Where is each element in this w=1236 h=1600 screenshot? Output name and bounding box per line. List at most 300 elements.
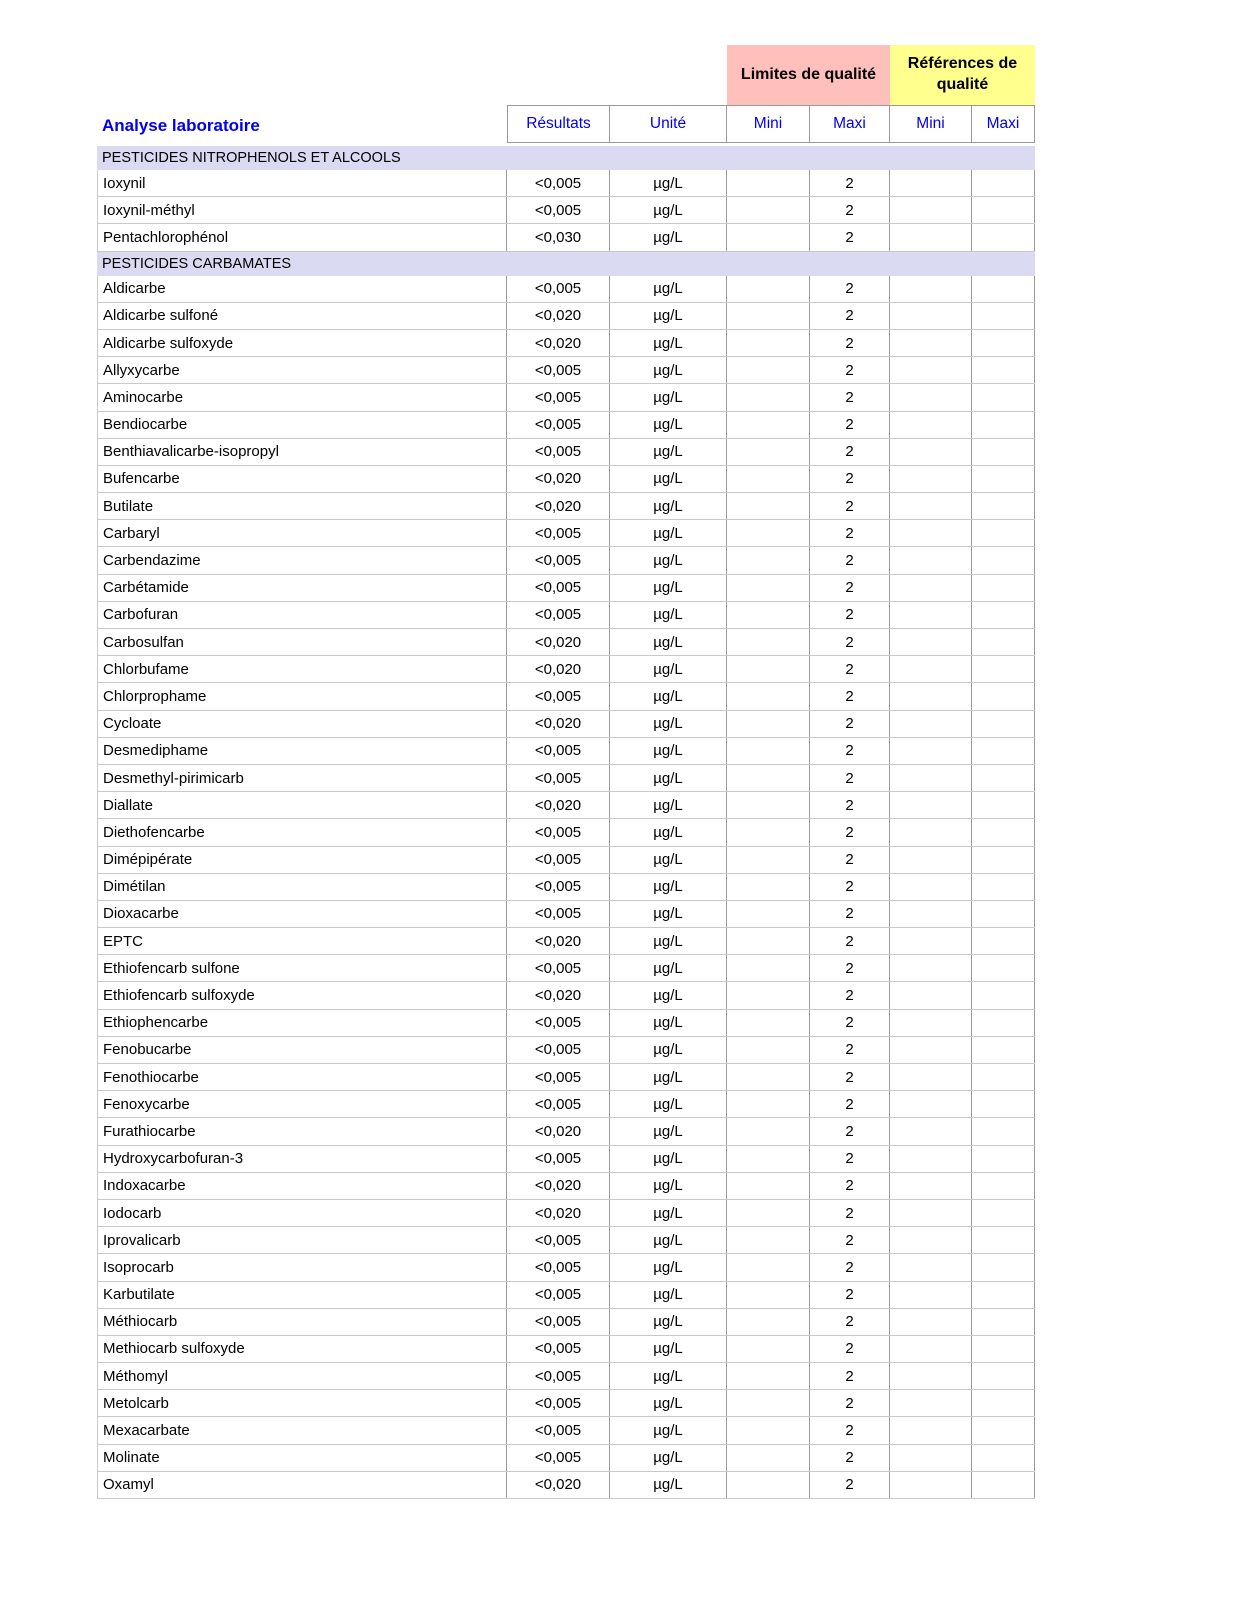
analyte-name: Carbétamide bbox=[97, 575, 507, 601]
unit-value: µg/L bbox=[610, 1445, 727, 1471]
ref-mini-value bbox=[890, 1363, 972, 1389]
limit-mini-value bbox=[727, 1200, 810, 1226]
analyte-name: EPTC bbox=[97, 928, 507, 954]
result-value: <0,020 bbox=[507, 330, 610, 356]
unit-value: µg/L bbox=[610, 711, 727, 737]
unit-value: µg/L bbox=[610, 1227, 727, 1253]
analyte-name: Methiocarb sulfoxyde bbox=[97, 1336, 507, 1362]
result-value: <0,005 bbox=[507, 1064, 610, 1090]
analyte-name: Cycloate bbox=[97, 711, 507, 737]
ref-mini-value bbox=[890, 1146, 972, 1172]
analyte-name: Isoprocarb bbox=[97, 1254, 507, 1280]
unit-value: µg/L bbox=[610, 1200, 727, 1226]
result-value: <0,005 bbox=[507, 520, 610, 546]
unit-value: µg/L bbox=[610, 1091, 727, 1117]
analyte-name: Molinate bbox=[97, 1445, 507, 1471]
unit-value: µg/L bbox=[610, 928, 727, 954]
result-value: <0,005 bbox=[507, 439, 610, 465]
ref-mini-value bbox=[890, 1472, 972, 1498]
limit-maxi-value: 2 bbox=[810, 629, 890, 655]
analyte-name: Benthiavalicarbe-isopropyl bbox=[97, 439, 507, 465]
unit-value: µg/L bbox=[610, 357, 727, 383]
quality-group-banner bbox=[97, 45, 1035, 105]
unit-value: µg/L bbox=[610, 1336, 727, 1362]
limit-mini-value bbox=[727, 1445, 810, 1471]
limit-maxi-value: 2 bbox=[810, 1091, 890, 1117]
limit-maxi-value: 2 bbox=[810, 412, 890, 438]
result-value: <0,005 bbox=[507, 1417, 610, 1443]
ref-maxi-value bbox=[972, 330, 1035, 356]
limit-mini-value bbox=[727, 847, 810, 873]
ref-maxi-value bbox=[972, 982, 1035, 1008]
result-value: <0,005 bbox=[507, 1146, 610, 1172]
table-row bbox=[97, 1472, 1035, 1499]
analyte-name: Allyxycarbe bbox=[97, 357, 507, 383]
limit-mini-value bbox=[727, 1146, 810, 1172]
analyte-name: Dioxacarbe bbox=[97, 901, 507, 927]
ref-maxi-value bbox=[972, 547, 1035, 573]
table-row bbox=[97, 357, 1035, 384]
unit-value: µg/L bbox=[610, 170, 727, 196]
ref-maxi-value bbox=[972, 439, 1035, 465]
result-value: <0,005 bbox=[507, 602, 610, 628]
limit-maxi-value: 2 bbox=[810, 276, 890, 302]
limit-mini-value bbox=[727, 738, 810, 764]
unit-value: µg/L bbox=[610, 874, 727, 900]
limit-mini-value bbox=[727, 1037, 810, 1063]
result-value: <0,005 bbox=[507, 819, 610, 845]
unit-value: µg/L bbox=[610, 1363, 727, 1389]
analyte-name: Dimépipérate bbox=[97, 847, 507, 873]
limit-mini-value bbox=[727, 819, 810, 845]
ref-mini-value bbox=[890, 1254, 972, 1280]
analyte-name: Aminocarbe bbox=[97, 384, 507, 410]
ref-mini-value bbox=[890, 1445, 972, 1471]
references-de-qualite-header: Références de qualité bbox=[890, 45, 1035, 105]
ref-maxi-value bbox=[972, 276, 1035, 302]
ref-maxi-value bbox=[972, 738, 1035, 764]
limit-mini-value bbox=[727, 928, 810, 954]
table-row bbox=[97, 901, 1035, 928]
limit-mini-value bbox=[727, 629, 810, 655]
ref-mini-value bbox=[890, 683, 972, 709]
limit-maxi-value: 2 bbox=[810, 738, 890, 764]
table-row bbox=[97, 1118, 1035, 1145]
ref-maxi-value bbox=[972, 493, 1035, 519]
table-row bbox=[97, 1227, 1035, 1254]
ref-mini-value bbox=[890, 1091, 972, 1117]
table-row bbox=[97, 955, 1035, 982]
unit-value: µg/L bbox=[610, 439, 727, 465]
ref-maxi-value bbox=[972, 1064, 1035, 1090]
table-row bbox=[97, 1417, 1035, 1444]
table-row bbox=[97, 1336, 1035, 1363]
limit-maxi-value: 2 bbox=[810, 1417, 890, 1443]
analyte-name: Desmediphame bbox=[97, 738, 507, 764]
limit-mini-value bbox=[727, 1363, 810, 1389]
result-value: <0,005 bbox=[507, 683, 610, 709]
table-row bbox=[97, 847, 1035, 874]
analyte-name: Ethiofencarb sulfone bbox=[97, 955, 507, 981]
unit-value: µg/L bbox=[610, 847, 727, 873]
analyte-name: Chlorprophame bbox=[97, 683, 507, 709]
table-row bbox=[97, 1173, 1035, 1200]
table-row bbox=[97, 874, 1035, 901]
limit-mini-value bbox=[727, 874, 810, 900]
ref-mini-value bbox=[890, 1200, 972, 1226]
ref-maxi-value bbox=[972, 1336, 1035, 1362]
result-value: <0,020 bbox=[507, 656, 610, 682]
analyte-name: Fenobucarbe bbox=[97, 1037, 507, 1063]
ref-mini-value bbox=[890, 493, 972, 519]
analyte-name: Iodocarb bbox=[97, 1200, 507, 1226]
table-row bbox=[97, 629, 1035, 656]
ref-mini-value bbox=[890, 982, 972, 1008]
analyte-name: Méthiocarb bbox=[97, 1309, 507, 1335]
ref-maxi-value bbox=[972, 1445, 1035, 1471]
result-value: <0,005 bbox=[507, 1010, 610, 1036]
analyte-name: Bufencarbe bbox=[97, 466, 507, 492]
ref-maxi-value bbox=[972, 928, 1035, 954]
limit-mini-value bbox=[727, 357, 810, 383]
table-row bbox=[97, 819, 1035, 846]
ref-maxi-value bbox=[972, 847, 1035, 873]
result-value: <0,005 bbox=[507, 1254, 610, 1280]
table-row bbox=[97, 1309, 1035, 1336]
limit-maxi-value: 2 bbox=[810, 1254, 890, 1280]
limit-maxi-value: 2 bbox=[810, 330, 890, 356]
limit-maxi-value: 2 bbox=[810, 466, 890, 492]
limit-mini-value bbox=[727, 1282, 810, 1308]
ref-mini-value bbox=[890, 656, 972, 682]
ref-mini-value bbox=[890, 1173, 972, 1199]
unit-value: µg/L bbox=[610, 384, 727, 410]
section-header bbox=[97, 146, 1035, 170]
analyte-name: Aldicarbe sulfoné bbox=[97, 303, 507, 329]
ref-maxi-value bbox=[972, 792, 1035, 818]
result-value: <0,005 bbox=[507, 1227, 610, 1253]
table-row bbox=[97, 493, 1035, 520]
limit-maxi-value: 2 bbox=[810, 547, 890, 573]
ref-maxi-value bbox=[972, 1010, 1035, 1036]
ref-maxi-value bbox=[972, 765, 1035, 791]
unit-value: µg/L bbox=[610, 901, 727, 927]
result-value: <0,020 bbox=[507, 1118, 610, 1144]
column-header-unit: Unité bbox=[610, 105, 727, 143]
section-title: PESTICIDES CARBAMATES bbox=[102, 255, 292, 272]
analyte-name: Indoxacarbe bbox=[97, 1173, 507, 1199]
table-row bbox=[97, 1363, 1035, 1390]
analyte-name: Oxamyl bbox=[97, 1472, 507, 1498]
ref-mini-value bbox=[890, 765, 972, 791]
analyte-name: Diallate bbox=[97, 792, 507, 818]
result-value: <0,005 bbox=[507, 1445, 610, 1471]
ref-mini-value bbox=[890, 819, 972, 845]
ref-mini-value bbox=[890, 901, 972, 927]
ref-mini-value bbox=[890, 1118, 972, 1144]
result-value: <0,005 bbox=[507, 1037, 610, 1063]
limit-mini-value bbox=[727, 547, 810, 573]
result-value: <0,005 bbox=[507, 1363, 610, 1389]
ref-mini-value bbox=[890, 170, 972, 196]
ref-mini-value bbox=[890, 303, 972, 329]
ref-maxi-value bbox=[972, 575, 1035, 601]
limit-maxi-value: 2 bbox=[810, 197, 890, 223]
table-row bbox=[97, 656, 1035, 683]
ref-mini-value bbox=[890, 1336, 972, 1362]
unit-value: µg/L bbox=[610, 1146, 727, 1172]
result-value: <0,005 bbox=[507, 170, 610, 196]
limit-maxi-value: 2 bbox=[810, 1472, 890, 1498]
limit-maxi-value: 2 bbox=[810, 1010, 890, 1036]
table-row bbox=[97, 738, 1035, 765]
limit-maxi-value: 2 bbox=[810, 819, 890, 845]
ref-maxi-value bbox=[972, 955, 1035, 981]
limit-maxi-value: 2 bbox=[810, 982, 890, 1008]
result-value: <0,020 bbox=[507, 1200, 610, 1226]
table-row bbox=[97, 1146, 1035, 1173]
column-header-ref-mini: Mini bbox=[890, 105, 972, 143]
ref-mini-value bbox=[890, 1417, 972, 1443]
ref-mini-value bbox=[890, 711, 972, 737]
table-row bbox=[97, 602, 1035, 629]
ref-mini-value bbox=[890, 629, 972, 655]
result-value: <0,020 bbox=[507, 493, 610, 519]
table-row bbox=[97, 575, 1035, 602]
unit-value: µg/L bbox=[610, 412, 727, 438]
analyte-name: Diethofencarbe bbox=[97, 819, 507, 845]
ref-maxi-value bbox=[972, 1363, 1035, 1389]
limit-maxi-value: 2 bbox=[810, 439, 890, 465]
limit-maxi-value: 2 bbox=[810, 656, 890, 682]
table-row bbox=[97, 384, 1035, 411]
limit-mini-value bbox=[727, 1118, 810, 1144]
ref-maxi-value bbox=[972, 874, 1035, 900]
limit-maxi-value: 2 bbox=[810, 1146, 890, 1172]
limit-maxi-value: 2 bbox=[810, 1445, 890, 1471]
table-row bbox=[97, 303, 1035, 330]
analysis-results-table bbox=[97, 45, 1035, 1499]
table-row bbox=[97, 711, 1035, 738]
result-value: <0,020 bbox=[507, 792, 610, 818]
analyte-name: Dimétilan bbox=[97, 874, 507, 900]
limit-maxi-value: 2 bbox=[810, 520, 890, 546]
result-value: <0,005 bbox=[507, 1282, 610, 1308]
ref-mini-value bbox=[890, 330, 972, 356]
limit-maxi-value: 2 bbox=[810, 170, 890, 196]
result-value: <0,020 bbox=[507, 1173, 610, 1199]
limit-mini-value bbox=[727, 1091, 810, 1117]
unit-value: µg/L bbox=[610, 1282, 727, 1308]
column-header-row bbox=[97, 105, 1035, 143]
limit-maxi-value: 2 bbox=[810, 357, 890, 383]
ref-maxi-value bbox=[972, 602, 1035, 628]
ref-maxi-value bbox=[972, 466, 1035, 492]
ref-mini-value bbox=[890, 602, 972, 628]
table-row bbox=[97, 1037, 1035, 1064]
ref-mini-value bbox=[890, 847, 972, 873]
limit-maxi-value: 2 bbox=[810, 874, 890, 900]
limit-mini-value bbox=[727, 1309, 810, 1335]
ref-maxi-value bbox=[972, 412, 1035, 438]
ref-mini-value bbox=[890, 466, 972, 492]
analyte-name: Carbofuran bbox=[97, 602, 507, 628]
result-value: <0,020 bbox=[507, 303, 610, 329]
table-body bbox=[97, 146, 1035, 1499]
analyte-name: Pentachlorophénol bbox=[97, 224, 507, 250]
result-value: <0,020 bbox=[507, 466, 610, 492]
ref-mini-value bbox=[890, 276, 972, 302]
table-row bbox=[97, 1200, 1035, 1227]
analyte-name: Ioxynil bbox=[97, 170, 507, 196]
unit-value: µg/L bbox=[610, 276, 727, 302]
limit-mini-value bbox=[727, 197, 810, 223]
table-row bbox=[97, 1254, 1035, 1281]
limit-mini-value bbox=[727, 303, 810, 329]
result-value: <0,005 bbox=[507, 901, 610, 927]
ref-mini-value bbox=[890, 575, 972, 601]
table-row bbox=[97, 1282, 1035, 1309]
unit-value: µg/L bbox=[610, 1118, 727, 1144]
analyte-name: Carbosulfan bbox=[97, 629, 507, 655]
ref-mini-value bbox=[890, 384, 972, 410]
limit-maxi-value: 2 bbox=[810, 1064, 890, 1090]
ref-mini-value bbox=[890, 439, 972, 465]
limit-maxi-value: 2 bbox=[810, 792, 890, 818]
column-header-results: Résultats bbox=[507, 105, 610, 143]
limit-mini-value bbox=[727, 683, 810, 709]
result-value: <0,005 bbox=[507, 1309, 610, 1335]
limit-mini-value bbox=[727, 955, 810, 981]
table-row bbox=[97, 330, 1035, 357]
result-value: <0,005 bbox=[507, 874, 610, 900]
analyte-name: Karbutilate bbox=[97, 1282, 507, 1308]
ref-maxi-value bbox=[972, 711, 1035, 737]
analyte-name: Mexacarbate bbox=[97, 1417, 507, 1443]
ref-mini-value bbox=[890, 197, 972, 223]
unit-value: µg/L bbox=[610, 547, 727, 573]
ref-mini-value bbox=[890, 1309, 972, 1335]
table-row bbox=[97, 466, 1035, 493]
limit-mini-value bbox=[727, 1010, 810, 1036]
section-header bbox=[97, 252, 1035, 276]
limit-mini-value bbox=[727, 1227, 810, 1253]
ref-maxi-value bbox=[972, 197, 1035, 223]
limit-maxi-value: 2 bbox=[810, 955, 890, 981]
ref-mini-value bbox=[890, 412, 972, 438]
limit-maxi-value: 2 bbox=[810, 1363, 890, 1389]
ref-mini-value bbox=[890, 1227, 972, 1253]
limit-mini-value bbox=[727, 1390, 810, 1416]
table-row bbox=[97, 765, 1035, 792]
analyte-name: Ioxynil-méthyl bbox=[97, 197, 507, 223]
ref-mini-value bbox=[890, 874, 972, 900]
limit-mini-value bbox=[727, 1472, 810, 1498]
limit-mini-value bbox=[727, 792, 810, 818]
ref-maxi-value bbox=[972, 1254, 1035, 1280]
result-value: <0,005 bbox=[507, 412, 610, 438]
limit-mini-value bbox=[727, 575, 810, 601]
limit-mini-value bbox=[727, 520, 810, 546]
result-value: <0,030 bbox=[507, 224, 610, 250]
ref-maxi-value bbox=[972, 303, 1035, 329]
result-value: <0,005 bbox=[507, 384, 610, 410]
result-value: <0,005 bbox=[507, 847, 610, 873]
unit-value: µg/L bbox=[610, 1390, 727, 1416]
ref-maxi-value bbox=[972, 357, 1035, 383]
analyte-name: Furathiocarbe bbox=[97, 1118, 507, 1144]
limit-maxi-value: 2 bbox=[810, 1037, 890, 1063]
unit-value: µg/L bbox=[610, 683, 727, 709]
limit-maxi-value: 2 bbox=[810, 384, 890, 410]
table-row bbox=[97, 928, 1035, 955]
analyte-name: Bendiocarbe bbox=[97, 412, 507, 438]
analyte-name: Ethiofencarb sulfoxyde bbox=[97, 982, 507, 1008]
limit-mini-value bbox=[727, 439, 810, 465]
unit-value: µg/L bbox=[610, 575, 727, 601]
result-value: <0,005 bbox=[507, 1336, 610, 1362]
ref-maxi-value bbox=[972, 170, 1035, 196]
unit-value: µg/L bbox=[610, 1064, 727, 1090]
unit-value: µg/L bbox=[610, 1309, 727, 1335]
analyte-name: Butilate bbox=[97, 493, 507, 519]
analyte-name: Fenothiocarbe bbox=[97, 1064, 507, 1090]
unit-value: µg/L bbox=[610, 224, 727, 250]
result-value: <0,005 bbox=[507, 575, 610, 601]
unit-value: µg/L bbox=[610, 1010, 727, 1036]
limit-mini-value bbox=[727, 384, 810, 410]
unit-value: µg/L bbox=[610, 819, 727, 845]
ref-mini-value bbox=[890, 928, 972, 954]
table-row bbox=[97, 1445, 1035, 1472]
limit-maxi-value: 2 bbox=[810, 683, 890, 709]
ref-mini-value bbox=[890, 547, 972, 573]
analyte-name: Méthomyl bbox=[97, 1363, 507, 1389]
limit-mini-value bbox=[727, 493, 810, 519]
ref-maxi-value bbox=[972, 819, 1035, 845]
column-header-limit-maxi: Maxi bbox=[810, 105, 890, 143]
section-title: PESTICIDES NITROPHENOLS ET ALCOOLS bbox=[102, 150, 401, 166]
analyte-name: Iprovalicarb bbox=[97, 1227, 507, 1253]
limit-mini-value bbox=[727, 466, 810, 492]
result-value: <0,020 bbox=[507, 928, 610, 954]
limit-maxi-value: 2 bbox=[810, 493, 890, 519]
analyte-name: Carbendazime bbox=[97, 547, 507, 573]
limit-maxi-value: 2 bbox=[810, 1173, 890, 1199]
analyte-name: Ethiophencarbe bbox=[97, 1010, 507, 1036]
unit-value: µg/L bbox=[610, 1173, 727, 1199]
result-value: <0,005 bbox=[507, 276, 610, 302]
limit-maxi-value: 2 bbox=[810, 1227, 890, 1253]
table-row bbox=[97, 224, 1035, 251]
result-value: <0,005 bbox=[507, 738, 610, 764]
table-row bbox=[97, 170, 1035, 197]
analyte-name: Metolcarb bbox=[97, 1390, 507, 1416]
unit-value: µg/L bbox=[610, 656, 727, 682]
result-value: <0,005 bbox=[507, 197, 610, 223]
limit-maxi-value: 2 bbox=[810, 1282, 890, 1308]
limit-maxi-value: 2 bbox=[810, 1390, 890, 1416]
result-value: <0,020 bbox=[507, 1472, 610, 1498]
unit-value: µg/L bbox=[610, 1472, 727, 1498]
ref-mini-value bbox=[890, 738, 972, 764]
table-row bbox=[97, 982, 1035, 1009]
ref-maxi-value bbox=[972, 1146, 1035, 1172]
unit-value: µg/L bbox=[610, 466, 727, 492]
unit-value: µg/L bbox=[610, 792, 727, 818]
ref-maxi-value bbox=[972, 629, 1035, 655]
unit-value: µg/L bbox=[610, 955, 727, 981]
